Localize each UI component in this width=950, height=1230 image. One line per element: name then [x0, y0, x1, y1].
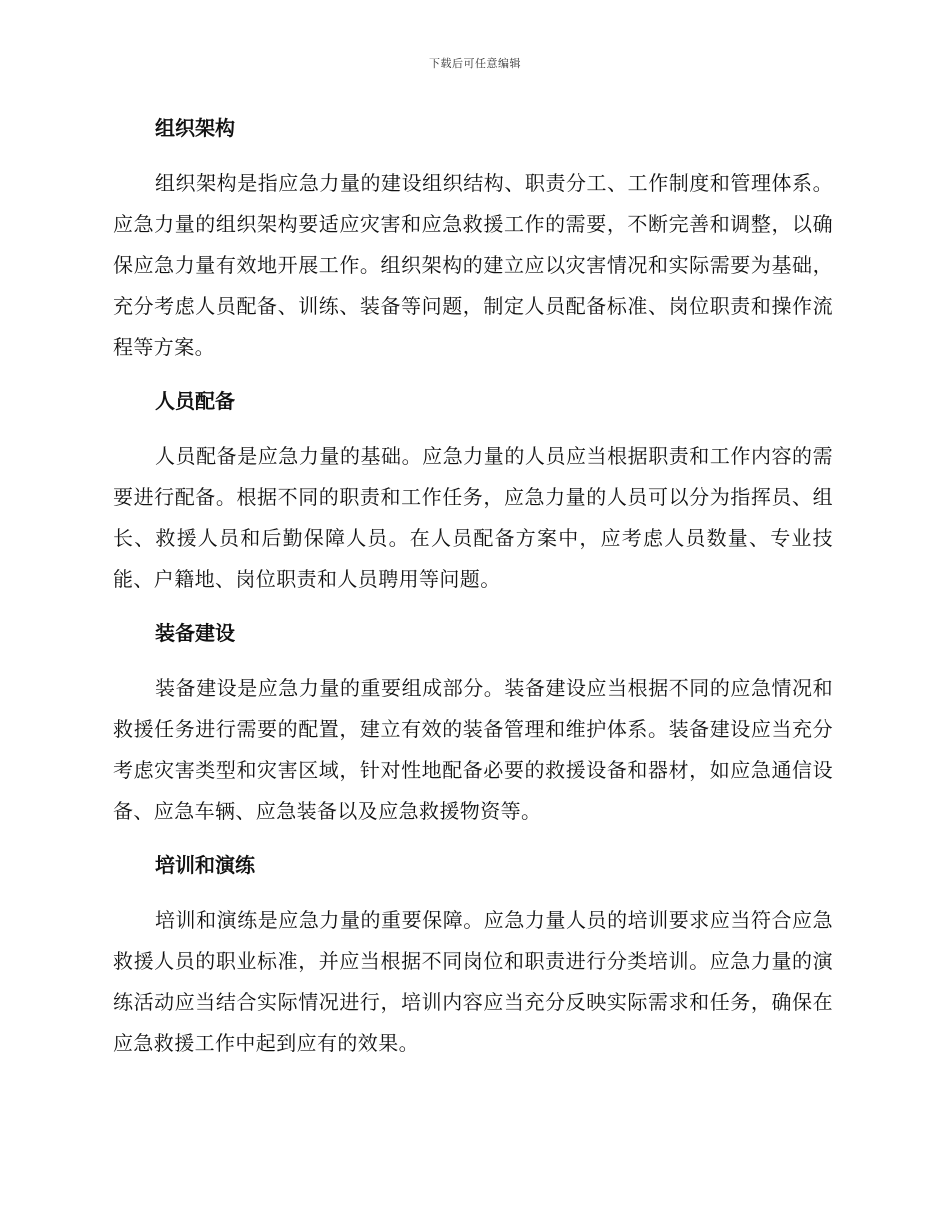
page-header-note: 下载后可任意编辑	[429, 57, 521, 70]
section-heading: 组织架构	[155, 116, 235, 140]
section-paragraph: 培训和演练是应急力量的重要保障。应急力量人员的培训要求应当符合应急救援人员的职业标准，并应当根据不同岗位和职责进行分类培训。应急力量的演练活动应当结合实际情况进行，培训内容应当充分反映实际需求和任务，确保在应急救援工作中起到应有的效果。	[113, 908, 833, 1055]
section-organization	[113, 108, 833, 368]
section-equipment	[113, 613, 833, 832]
section-paragraph: 装备建设是应急力量的重要组成部分。装备建设应当根据不同的应急情况和救援任务进行需要的配置，建立有效的装备管理和维护体系。装备建设应当充分考虑灾害类型和灾害区域，针对性地配备必要的救援设备和器材，如应急通信设备、应急车辆、应急装备以及应急救援物资等。	[113, 676, 833, 823]
section-paragraph: 人员配备是应急力量的基础。应急力量的人员应当根据职责和工作内容的需要进行配备。根据不同的职责和工作任务，应急力量的人员可以分为指挥员、组长、救援人员和后勤保障人员。在人员配备方案中，应考虑人员数量、专业技能、户籍地、岗位职责和人员聘用等问题。	[113, 444, 833, 591]
section-staffing	[113, 381, 833, 600]
section-training	[113, 845, 833, 1064]
section-heading: 装备建设	[155, 621, 235, 645]
section-heading: 人员配备	[155, 389, 235, 413]
document-body	[113, 108, 833, 1077]
section-paragraph: 组织架构是指应急力量的建设组织结构、职责分工、工作制度和管理体系。应急力量的组织架构要适应灾害和应急救援工作的需要，不断完善和调整，以确保应急力量有效地开展工作。组织架构的建立应以灾害情况和实际需要为基础，充分考虑人员配备、训练、装备等问题，制定人员配备标准、岗位职责和操作流程等方案。	[113, 171, 833, 359]
section-heading: 培训和演练	[155, 853, 255, 877]
